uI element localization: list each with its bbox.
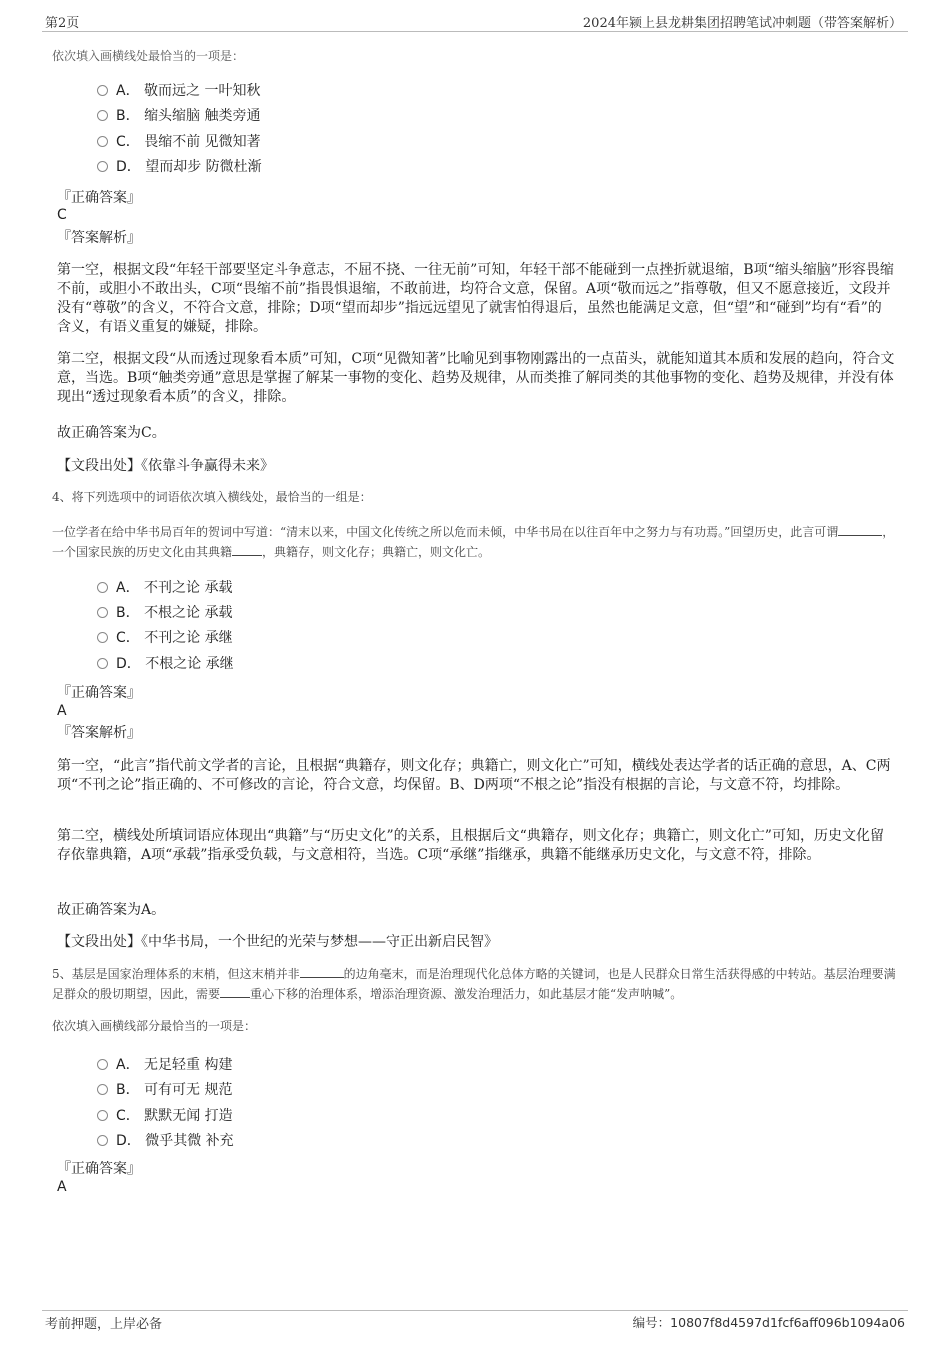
q4-option-d[interactable]: D． 不根之论 承继: [97, 654, 234, 674]
q3-source: 【文段出处】《依靠斗争赢得未来》: [57, 458, 274, 474]
q3-answer-label: 『正确答案』: [57, 190, 141, 206]
q4-option-b[interactable]: B． 不根之论 承载: [97, 603, 233, 623]
radio-icon[interactable]: [97, 1110, 108, 1121]
q5-option-a[interactable]: A． 无足轻重 构建: [97, 1055, 232, 1075]
q3-option-b[interactable]: B． 缩头缩脑 触类旁通: [97, 106, 261, 126]
blank-1: [838, 523, 882, 536]
q3-prompt: 依次填入画横线处最恰当的一项是：: [52, 49, 245, 63]
header-divider: [42, 31, 908, 32]
q4-passage: 一位学者在给中华书局百年的贺词中写道：“清末以来，中国文化传统之所以危而未倾，中华书局在以往百年中之努力与有功焉。”回望历史，此言可谓 ，一个国家民族的历史文化由其典籍 ，典籍存，则文化存；典籍亡，则文化亡。: [52, 525, 895, 559]
q4-option-c[interactable]: C． 不刊之论 承继: [97, 628, 233, 648]
q5-option-d[interactable]: D． 微乎其微 补充: [97, 1131, 234, 1151]
footer-id: 编号：10807f8d4597d1fcf6aff096b1094a06: [632, 1315, 905, 1330]
q4-stem: 4、将下列选项中的词语依次填入横线处，最恰当的一组是：: [52, 490, 372, 504]
q4-answer-label: 『正确答案』: [57, 685, 141, 701]
q3-analysis-p2: 第二空，根据文段“从而透过现象看本质”可知，C项“见微知著”比喻见到事物刚露出的一点苗头，就能知道其本质和发展的趋向，符合文意，当选。B项“触类旁通”意思是掌握了解某一事物的变化、趋势及规律，从而类推了解同类的其他事物的变化、趋势及规律，并没有体现出“透过现象看本质”的含义，排除。: [57, 351, 895, 405]
q5-stem: 5、基层是国家治理体系的末梢，但这末梢并非 的边角毫末，而是治理现代化总体方略的关键词，也是人民群众日常生活获得感的中转站。基层治理要满足群众的殷切期望，因此，需要 重心下移的治理体系，增添治理资源、激发治理活力，如此基层才能“发声呐喊”。: [52, 967, 896, 1001]
radio-icon[interactable]: [97, 1059, 108, 1070]
q5-option-c[interactable]: C． 默默无闻 打造: [97, 1106, 233, 1126]
radio-icon[interactable]: [97, 110, 108, 121]
q3-option-a[interactable]: A． 敬而远之 一叶知秋: [97, 81, 260, 101]
q4-analysis-label: 『答案解析』: [57, 725, 141, 741]
document-title: 2024年颍上县龙耕集团招聘笔试冲刺题（带答案解析）: [582, 16, 902, 31]
page-number: 第2页: [45, 16, 80, 31]
footer-divider: [42, 1310, 908, 1311]
q3-conclusion: 故正确答案为C。: [57, 425, 166, 441]
q4-source: 【文段出处】《中华书局，一个世纪的光荣与梦想——守正出新启民智》: [57, 934, 498, 950]
q3-analysis-label: 『答案解析』: [57, 230, 141, 246]
q4-analysis-p1: 第一空，“此言”指代前文学者的言论，且根据“典籍存，则文化存；典籍亡，则文化亡”可知，横线处表达学者的话正确的意思，A、C两项“不刊之论”指正确的、不可修改的言论，符合文意，均保留。B、D两项“不根之论”指没有根据的言论，与文意不符，均排除。: [57, 758, 891, 793]
q5-answer: A: [57, 1179, 67, 1195]
blank-2: [220, 985, 250, 998]
q3-option-c[interactable]: C． 畏缩不前 见微知著: [97, 132, 261, 152]
q5-answer-label: 『正确答案』: [57, 1161, 141, 1177]
q3-analysis-p1: 第一空，根据文段“年轻干部要坚定斗争意志，不屈不挠、一往无前”可知，年轻干部不能碰到一点挫折就退缩，B项“缩头缩脑”形容畏缩不前，或胆小不敢出头，C项“畏缩不前”指畏惧退缩，不敢前进，均符合文意，保留。A项“敬而远之”指尊敬，但又不愿意接近，文段并没有“尊敬”的含义，不符合文意，排除；D项“望而却步”指远远望见了就害怕得退后，虽然也能满足文意，但“望”和“碰到”均有“看”的含义，有语义重复的嫌疑，排除。: [57, 262, 894, 335]
q5-option-b[interactable]: B． 可有可无 规范: [97, 1080, 233, 1100]
radio-icon[interactable]: [97, 1084, 108, 1095]
footer-slogan: 考前押题，上岸必备: [45, 1317, 163, 1332]
q5-prompt: 依次填入画横线部分最恰当的一项是：: [52, 1019, 257, 1033]
blank-2: [232, 543, 262, 556]
q3-answer: C: [57, 207, 67, 223]
radio-icon[interactable]: [97, 582, 108, 593]
q3-option-d[interactable]: D． 望而却步 防微杜渐: [97, 157, 262, 177]
radio-icon[interactable]: [97, 607, 108, 618]
blank-1: [300, 965, 344, 978]
radio-icon[interactable]: [97, 1135, 108, 1146]
radio-icon[interactable]: [97, 136, 108, 147]
radio-icon[interactable]: [97, 161, 108, 172]
q4-answer: A: [57, 703, 67, 719]
q4-option-a[interactable]: A． 不刊之论 承载: [97, 578, 232, 598]
radio-icon[interactable]: [97, 658, 108, 669]
radio-icon[interactable]: [97, 85, 108, 96]
q4-analysis-p2: 第二空，横线处所填词语应体现出“典籍”与“历史文化”的关系，且根据后文“典籍存，则文化存；典籍亡，则文化亡”可知，历史文化留存依靠典籍，A项“承载”指承受负载，与文意相符，当选。C项“承继”指继承，典籍不能继承历史文化，与文意不符，排除。: [57, 828, 884, 863]
radio-icon[interactable]: [97, 632, 108, 643]
q4-conclusion: 故正确答案为A。: [57, 902, 166, 918]
